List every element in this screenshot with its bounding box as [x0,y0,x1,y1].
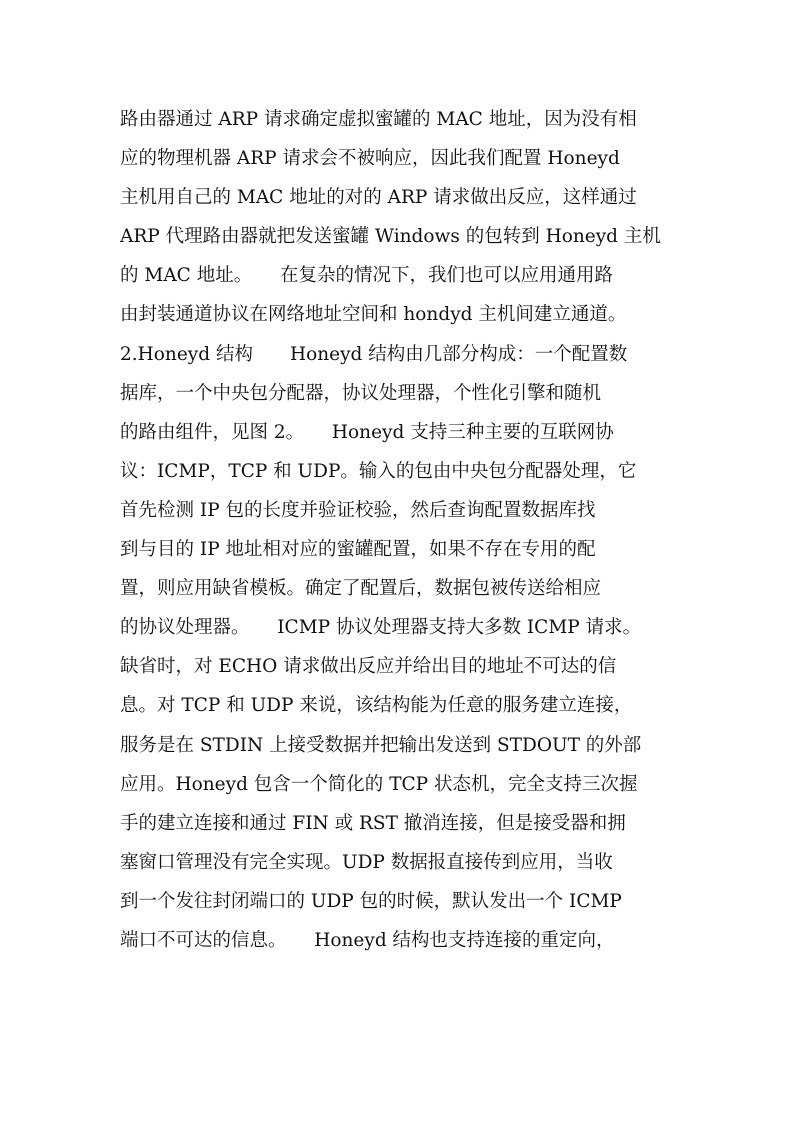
text-line: 的协议处理器。 ICMP 协议处理器支持大多数 ICMP 请求。 [120,617,642,639]
text-line: 由封装通道协议在网络地址空间和 hondyd 主机间建立通道。 [120,304,627,326]
text-line: 服务是在 STDIN 上接受数据并把输出发送到 STDOUT 的外部 [120,734,642,756]
text-line: 到与目的 IP 地址相对应的蜜罐配置，如果不存在专用的配 [120,539,596,561]
text-line: 手的建立连接和通过 FIN 或 RST 撤消连接，但是接受器和拥 [120,812,626,834]
text-line: 到一个发往封闭端口的 UDP 包的时候，默认发出一个 ICMP [120,890,622,912]
text-line: 端口不可达的信息。 Honeyd 结构也支持连接的重定向， [120,929,615,951]
text-line: 路由器通过 ARP 请求确定虚拟蜜罐的 MAC 地址，因为没有相 [120,109,637,130]
text-line: 2.Honeyd 结构 Honeyd 结构由几部分构成：一个配置数 [120,343,628,365]
text-line: 的 MAC 地址。 在复杂的情况下，我们也可以应用通用路 [120,265,613,287]
text-line: 应的物理机器 ARP 请求会不被响应，因此我们配置 Honeyd [120,148,620,170]
text-line: 置，则应用缺省模板。确定了配置后，数据包被传送给相应 [120,578,602,600]
text-line: 据库，一个中央包分配器，协议处理器，个性化引擎和随机 [120,382,602,404]
text-line: 应用。Honeyd 包含一个简化的 TCP 状态机，完全支持三次握 [120,773,638,795]
text-line: 首先检测 IP 包的长度并验证校验，然后查询配置数据库找 [120,499,596,521]
text-line: 议：ICMP，TCP 和 UDP。输入的包由中央包分配器处理，它 [120,460,637,482]
text-line: ARP 代理路由器就把发送蜜罐 Windows 的包转到 Honeyd 主机 [120,226,661,248]
text-line: 塞窗口管理没有完全实现。UDP 数据报直接传到应用，当收 [120,851,613,873]
text-line: 缺省时，对 ECHO 请求做出反应并给出目的地址不可达的信 [120,656,617,678]
text-line: 主机用自己的 MAC 地址的对的 ARP 请求做出反应，这样通过 [120,187,637,209]
text-line: 的路由组件，见图 2。 Honeyd 支持三种主要的互联网协 [120,421,614,443]
text-line: 息。对 TCP 和 UDP 来说，该结构能为任意的服务建立连接， [120,695,633,717]
body-text [120,100,680,960]
